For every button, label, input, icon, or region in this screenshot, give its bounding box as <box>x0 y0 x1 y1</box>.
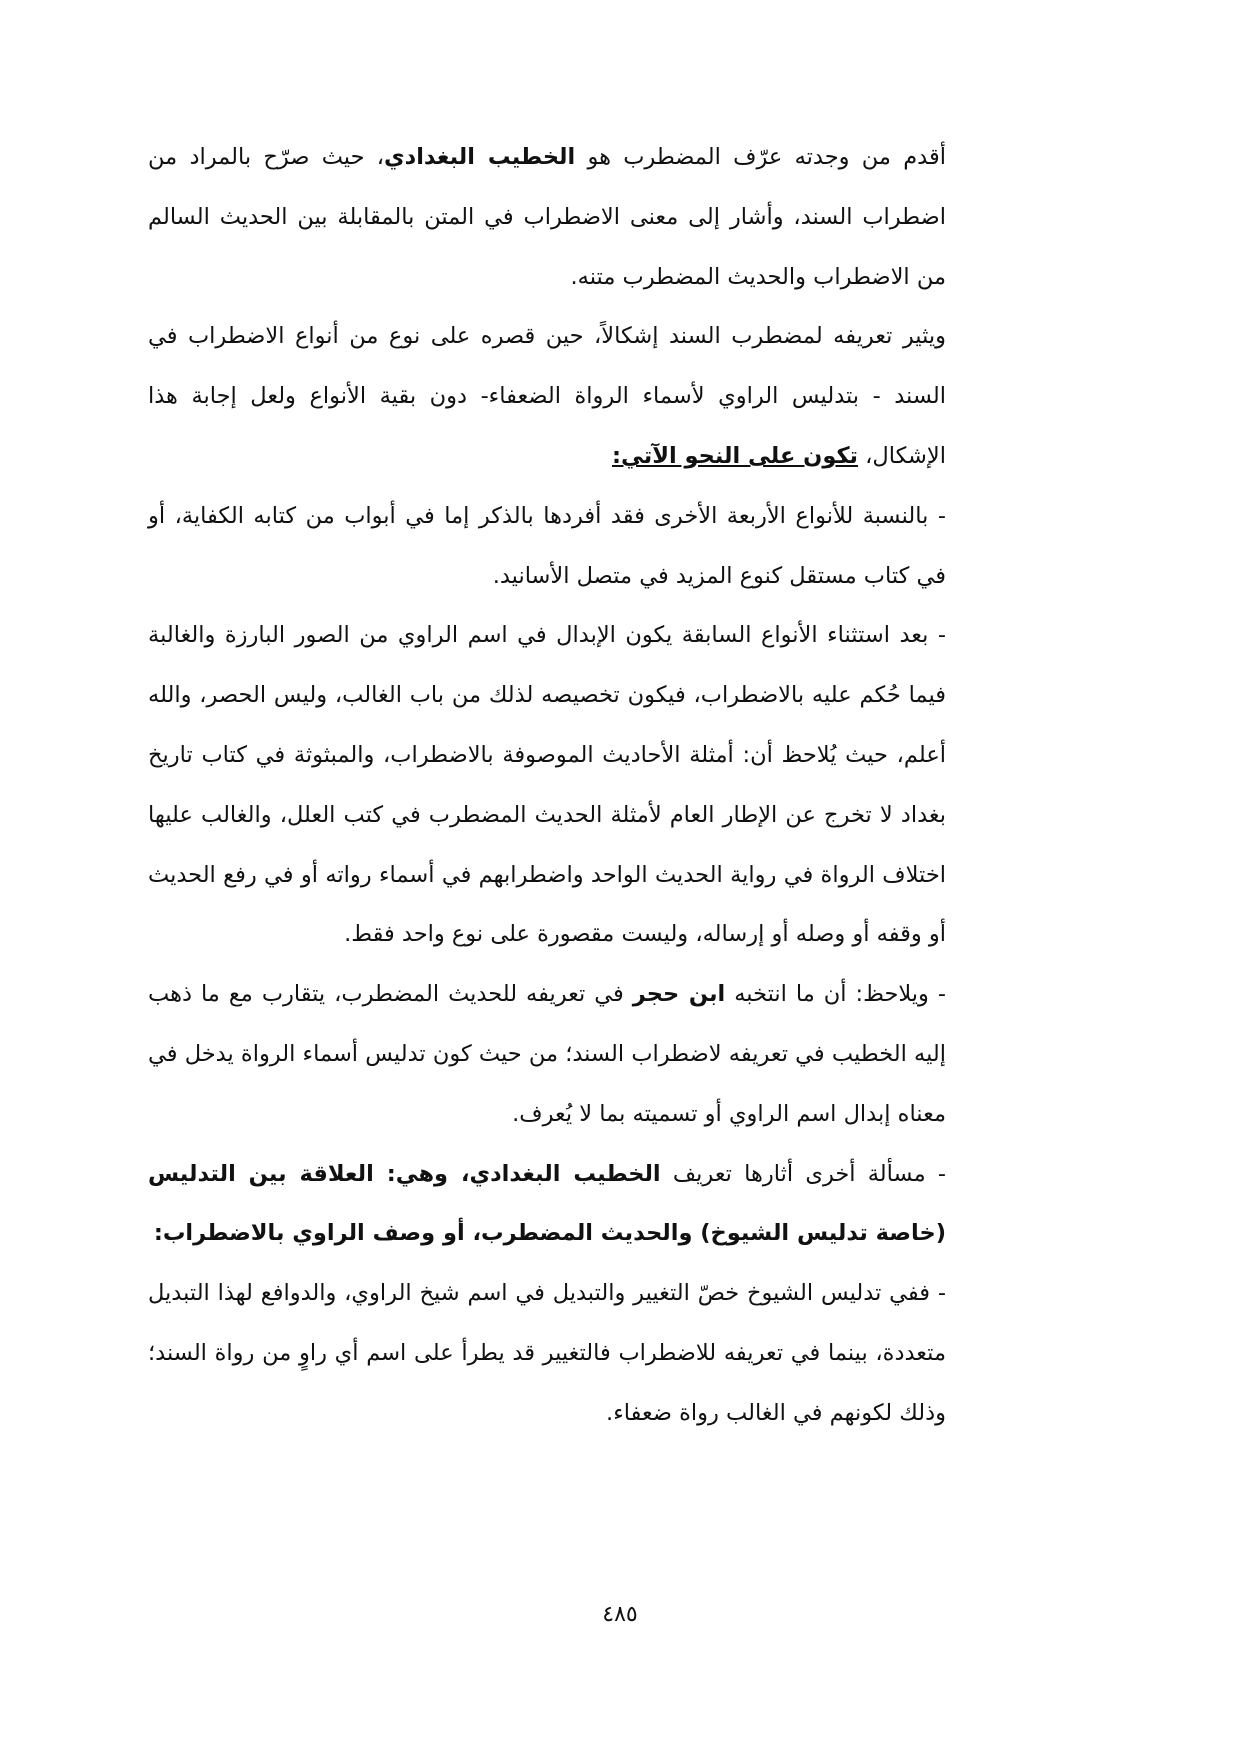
author-name-al-khatib: الخطيب البغدادي <box>384 144 576 170</box>
issue-heading-bold: الخطيب البغدادي، وهي: العلاقة بين التدليس (خاصة تدليس الشيوخ) والحديث المضطرب، أو وصف الراوي بالاضطراب: <box>148 1160 946 1247</box>
page-body <box>148 128 946 1444</box>
paragraph-1-run-1: أقدم من وجدته عرّف المضطرب هو <box>575 144 946 170</box>
paragraph-7-run-1: - ففي تدليس الشيوخ خصّ التغيير والتبديل في اسم شيخ الراوي، والدوافع لهذا التبديل متعددة، بينما في تعريفه للاضطراب فالتغيير قد يطرأ على اسم أي راوٍ من رواة السند؛ وذلك لكونهم في الغالب رواة ضعفاء. <box>148 1280 946 1426</box>
author-name-ibn-hajar: ابن حجر <box>632 981 726 1008</box>
paragraph-3-run-1: - بالنسبة للأنواع الأربعة الأخرى فقد أفردها بالذكر إما في أبواب من كتابه الكفاية، أو في كتاب مستقل كنوع المزيد في متصل الأسانيد. <box>148 502 946 589</box>
paragraph-1 <box>148 128 946 307</box>
page-number: ٤٨٥ <box>602 1602 638 1627</box>
paragraph-1-run-3: ، حيث صرّح بالمراد من اضطراب السند، وأشار إلى معنى الاضطراب في المتن بالمقابلة بين الحديث السالم من الاضطراب والحديث المضطرب متنه. <box>148 144 946 290</box>
paragraph-4-run-1: - بعد استثناء الأنواع السابقة يكون الإبدال في اسم الراوي من الصور البارزة والغالبة فيما حُكم عليه بالاضطراب، فيكون تخصيصه لذلك من باب الغالب، وليس الحصر، والله أعلم، حيث يُلاحظ أن: أمثلة الأحاديث الموصوفة بالاضطراب، والمبثوثة في كتاب تاريخ بغداد لا تخرج عن الإطار العام لأمثلة الحديث المضطرب في كتب العلل، والغالب عليها اختلاف الرواة في رواية الحديث الواحد واضطرابهم في أسماء رواته أو في رفع الحديث أو وقفه أو وصله أو إرساله، وليست مقصورة على نوع واحد فقط. <box>148 622 946 948</box>
paragraph-6 <box>148 1145 946 1265</box>
paragraph-5-run-3: في تعريفه للحديث المضطرب، يتقارب مع ما ذهب إليه الخطيب في تعريفه لاضطراب السند؛ من حيث كون تدليس أسماء الرواة يدخل في معناه إبدال اسم الراوي أو تسميته بما لا يُعرف. <box>148 981 946 1127</box>
paragraph-5 <box>148 965 946 1144</box>
paragraph-3 <box>148 487 946 607</box>
section-lead-in: تكون على النحو الآتي: <box>612 442 859 469</box>
paragraph-2-run-1: ويثير تعريفه لمضطرب السند إشكالاً، حين قصره على نوع من أنواع الاضطراب في السند - بتدليس الراوي لأسماء الرواة الضعفاء- دون بقية الأنواع ولعل إجابة هذا الإشكال، <box>148 323 946 469</box>
paragraph-4 <box>148 606 946 965</box>
paragraph-5-run-1: - ويلاحظ: أن ما انتخبه <box>725 981 947 1008</box>
paragraph-2 <box>148 307 946 486</box>
paragraph-7 <box>148 1264 946 1443</box>
paragraph-6-run-1: - مسألة أخرى أثارها تعريف <box>660 1160 946 1187</box>
